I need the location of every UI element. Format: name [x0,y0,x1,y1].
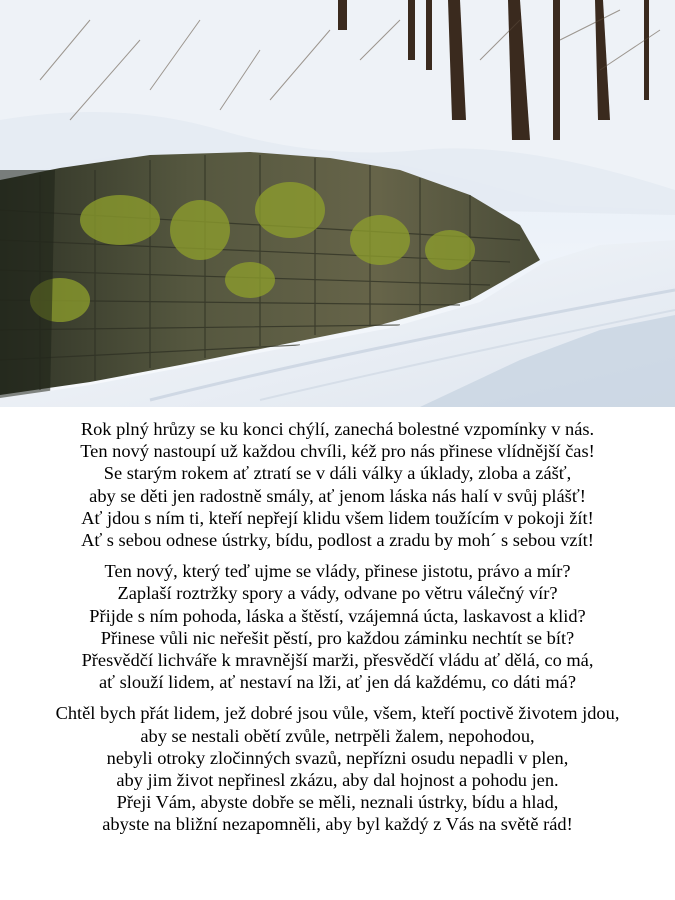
poem [0,407,675,836]
stanza-1 [0,418,675,551]
poem-line: Ten nový, který teď ujme se vlády, přinese jistotu, právo a mír? [104,561,571,582]
poem-line: Přesvědčí lichváře k mravnější marži, přesvědčí vládu ať dělá, co má, [81,650,594,671]
poem-line: nebyli otroky zločinných svazů, nepřízni osudu nepadli v plen, [106,747,569,768]
poem-line: Rok plný hrůzy se ku konci chýlí, zanechá bolestné vzpomínky v nás. [80,419,595,439]
poem-line: Přinese vůli nic neřešit pěstí, pro každou záminku nechtít se bít? [100,627,575,648]
poem-line: Zaplaší roztržky spory a vády, odvane po větru válečný vír? [117,583,558,604]
poem-line: abyste na bližní nezapomněli, aby byl každý z Vás na světě rád! [102,814,573,835]
poem-line: aby jim život nepřinesl zkázu, aby dal hojnost a pohodu jen. [116,770,559,791]
winter-scene-illustration [0,0,675,407]
stanza-2 [0,560,675,693]
stanza-3 [0,702,675,835]
poem-line: Ať s sebou odnese ústrky, bídu, podlost a zradu by moh´ s sebou vzít! [81,530,594,551]
poem-line: Se starým rokem ať ztratí se v dáli války a úklady, zloba a zášť, [103,463,572,484]
poem-line: Přeji Vám, abyste dobře se měli, neznali ústrky, bídu a hlad, [116,792,559,813]
winter-photo [0,0,675,407]
poem-line: aby se děti jen radostně smály, ať jenom láska nás halí v svůj plášť! [89,485,586,506]
poem-line: ať slouží lidem, ať nestaví na lži, ať jen dá každému, co dáti má? [98,672,577,693]
poem-line: Ať jdou s ním ti, kteří nepřejí klidu všem lidem toužícím v pokoji žít! [81,507,594,528]
poem-line: Chtěl bych přát lidem, jež dobré jsou vůle, všem, kteří poctivě životem jdou, [55,703,620,724]
poem-line: Ten nový nastoupí už každou chvíli, kéž pro nás přinese vlídnější čas! [80,441,595,462]
poem-line: aby se nestali obětí zvůle, netrpěli žalem, nepohodou, [140,725,535,746]
poem-line: Přijde s ním pohoda, láska a štěstí, vzájemná úcta, laskavost a klid? [89,605,586,626]
